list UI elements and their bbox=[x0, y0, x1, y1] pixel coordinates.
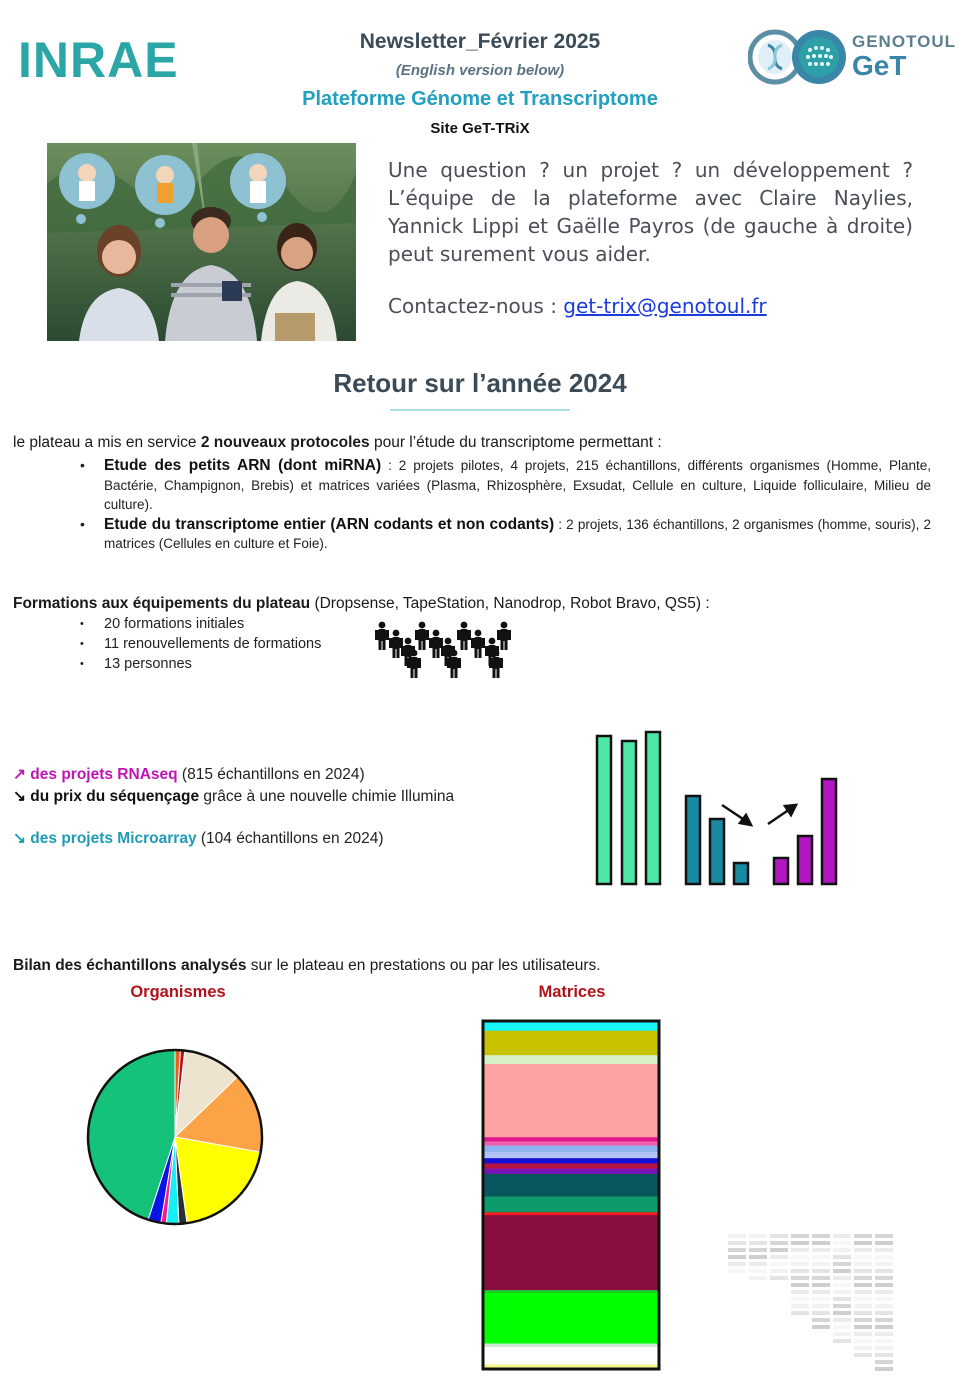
arrow-down-right-icon: ↘ bbox=[13, 830, 26, 847]
team-photo bbox=[47, 143, 356, 341]
protocol-desc: : 2 projets, 136 échantillons, 2 organismes (homme, souris), 2 matrices (Cellules en culture et Foie). bbox=[104, 516, 931, 551]
list-item: • 13 personnes bbox=[78, 654, 321, 674]
protocols-intro-bold: 2 nouveaux protocoles bbox=[200, 434, 370, 451]
microarray-decoration bbox=[724, 1228, 904, 1378]
summary-intro bbox=[13, 957, 601, 975]
trend-microarray-detail: (104 échantillons en 2024) bbox=[196, 830, 384, 847]
stacked-bar-title: Matrices bbox=[538, 983, 606, 1001]
intro-text: Une question ? un projet ? un développement ? L’équipe de la plateforme avec Claire Naylies, Yannick Lippi et Gaëlle Payros (de gauche à droite) peut surement vous aider. bbox=[388, 158, 913, 266]
trend-bar bbox=[597, 736, 611, 884]
trend-rnaseq-label: des projets RNAseq bbox=[26, 766, 178, 783]
list-item: • 11 renouvellements de formations bbox=[78, 634, 321, 654]
trend-rnaseq bbox=[13, 765, 365, 784]
platform-name: Plateforme Génome et Transcriptome bbox=[302, 88, 658, 110]
trend-bar bbox=[686, 796, 700, 884]
trend-rnaseq-detail: (815 échantillons en 2024) bbox=[177, 766, 365, 783]
protocol-name: Etude du transcriptome entier (ARN codants et non codants) bbox=[104, 515, 555, 533]
trainings-intro-post: (Dropsense, TapeStation, Nanodrop, Robot Bravo, QS5) : bbox=[310, 595, 710, 612]
stack-segment bbox=[484, 1064, 658, 1138]
trend-bar bbox=[646, 732, 660, 884]
stack-segment bbox=[484, 1174, 658, 1197]
trend-bar bbox=[734, 863, 748, 884]
trend-bar bbox=[710, 819, 724, 884]
contact-line bbox=[388, 294, 767, 318]
list-item: • 20 formations initiales bbox=[78, 614, 321, 634]
list-item bbox=[78, 515, 931, 554]
stack-segment bbox=[484, 1163, 658, 1169]
stack-segment bbox=[484, 1347, 658, 1365]
protocol-desc: : 2 projets pilotes, 4 projets, 215 échantillons, différents organismes (Homme, Plante, Bactérie, Champignon, Brebis) et matrices variées (Plasma, Rhizosphère, Exsudat, Cellule en culture, Liquide folliculaire, Milieu de culture). bbox=[104, 458, 931, 512]
protocols-intro-post: pour l’étude du transcriptome permettant : bbox=[369, 434, 662, 451]
people-group-icon bbox=[374, 620, 514, 686]
stack-segment bbox=[484, 1146, 658, 1153]
stack-segment bbox=[484, 1169, 658, 1175]
trend-price-detail: grâce à une nouvelle chimie Illumina bbox=[199, 788, 455, 805]
site-name: Site GeT-TRiX bbox=[430, 120, 530, 137]
trend-bar bbox=[622, 741, 636, 884]
trainings-intro bbox=[13, 595, 710, 613]
person-icon bbox=[375, 622, 389, 650]
section-divider bbox=[390, 409, 570, 411]
trend-bar bbox=[774, 858, 788, 884]
stack-segment bbox=[484, 1141, 658, 1145]
stack-segment bbox=[484, 1290, 658, 1293]
stack-segment bbox=[484, 1215, 658, 1290]
stack-segment bbox=[484, 1293, 658, 1344]
section-title: Retour sur l’année 2024 bbox=[333, 368, 627, 398]
trainings-list bbox=[78, 614, 321, 674]
genotoul-logo bbox=[748, 28, 957, 86]
trend-bar bbox=[798, 836, 812, 884]
contact-email-link[interactable]: get-trix@genotoul.fr bbox=[563, 294, 767, 318]
stack-segment bbox=[484, 1022, 658, 1031]
person-icon bbox=[457, 622, 471, 650]
protocols-intro bbox=[13, 434, 662, 452]
trend-price-label: du prix du séquençage bbox=[26, 788, 200, 805]
protocols-intro-pre: le plateau a mis en service bbox=[13, 434, 201, 451]
summary-intro-post: sur le plateau en prestations ou par les utilisateurs. bbox=[246, 957, 601, 974]
stack-segment bbox=[484, 1158, 658, 1164]
arrow-down-right-icon bbox=[722, 805, 751, 825]
contact-prefix: Contactez-nous : bbox=[388, 294, 564, 318]
organismes-pie-chart bbox=[80, 1042, 270, 1232]
english-version-note: (English version below) bbox=[395, 62, 565, 79]
newsletter-title: Newsletter_Février 2025 bbox=[359, 30, 601, 53]
trend-bar bbox=[822, 779, 836, 884]
arrow-up-right-icon: ↗ bbox=[13, 766, 26, 783]
stack-segment bbox=[484, 1137, 658, 1141]
stack-segment bbox=[484, 1212, 658, 1215]
pie-slice bbox=[175, 1137, 261, 1223]
protocol-name: Etude des petits ARN (dont miRNA) bbox=[104, 457, 382, 474]
trend-price bbox=[13, 787, 454, 806]
arrow-down-right-icon: ↘ bbox=[13, 788, 26, 805]
person-icon bbox=[497, 622, 511, 650]
stack-segment bbox=[484, 1197, 658, 1213]
team-photo-image bbox=[47, 143, 356, 341]
list-item bbox=[78, 456, 931, 515]
stack-segment bbox=[484, 1031, 658, 1056]
stack-segment bbox=[484, 1344, 658, 1348]
protocols-list bbox=[78, 456, 931, 554]
arrow-up-right-icon bbox=[768, 805, 796, 824]
matrices-stacked-bar bbox=[480, 1018, 662, 1372]
stack-segment bbox=[484, 1152, 658, 1159]
pie-chart-title: Organismes bbox=[130, 983, 226, 1001]
genotoul-small-text: GENOTOUL bbox=[852, 32, 957, 51]
trend-microarray-label: des projets Microarray bbox=[26, 830, 197, 847]
person-icon bbox=[415, 622, 429, 650]
inrae-logo-text: INRAE bbox=[18, 32, 179, 88]
person-icon bbox=[389, 630, 403, 658]
person-icon bbox=[471, 630, 485, 658]
trainings-intro-bold: Formations aux équipements du plateau bbox=[13, 595, 311, 612]
stack-segment bbox=[484, 1055, 658, 1064]
summary-intro-bold: Bilan des échantillons analysés bbox=[13, 957, 247, 974]
genotoul-emblem-icon bbox=[748, 28, 852, 86]
trend-microarray bbox=[13, 829, 384, 848]
trend-bar-chart bbox=[580, 720, 850, 892]
genotoul-big-text: GeT bbox=[852, 50, 907, 81]
person-icon bbox=[429, 630, 443, 658]
